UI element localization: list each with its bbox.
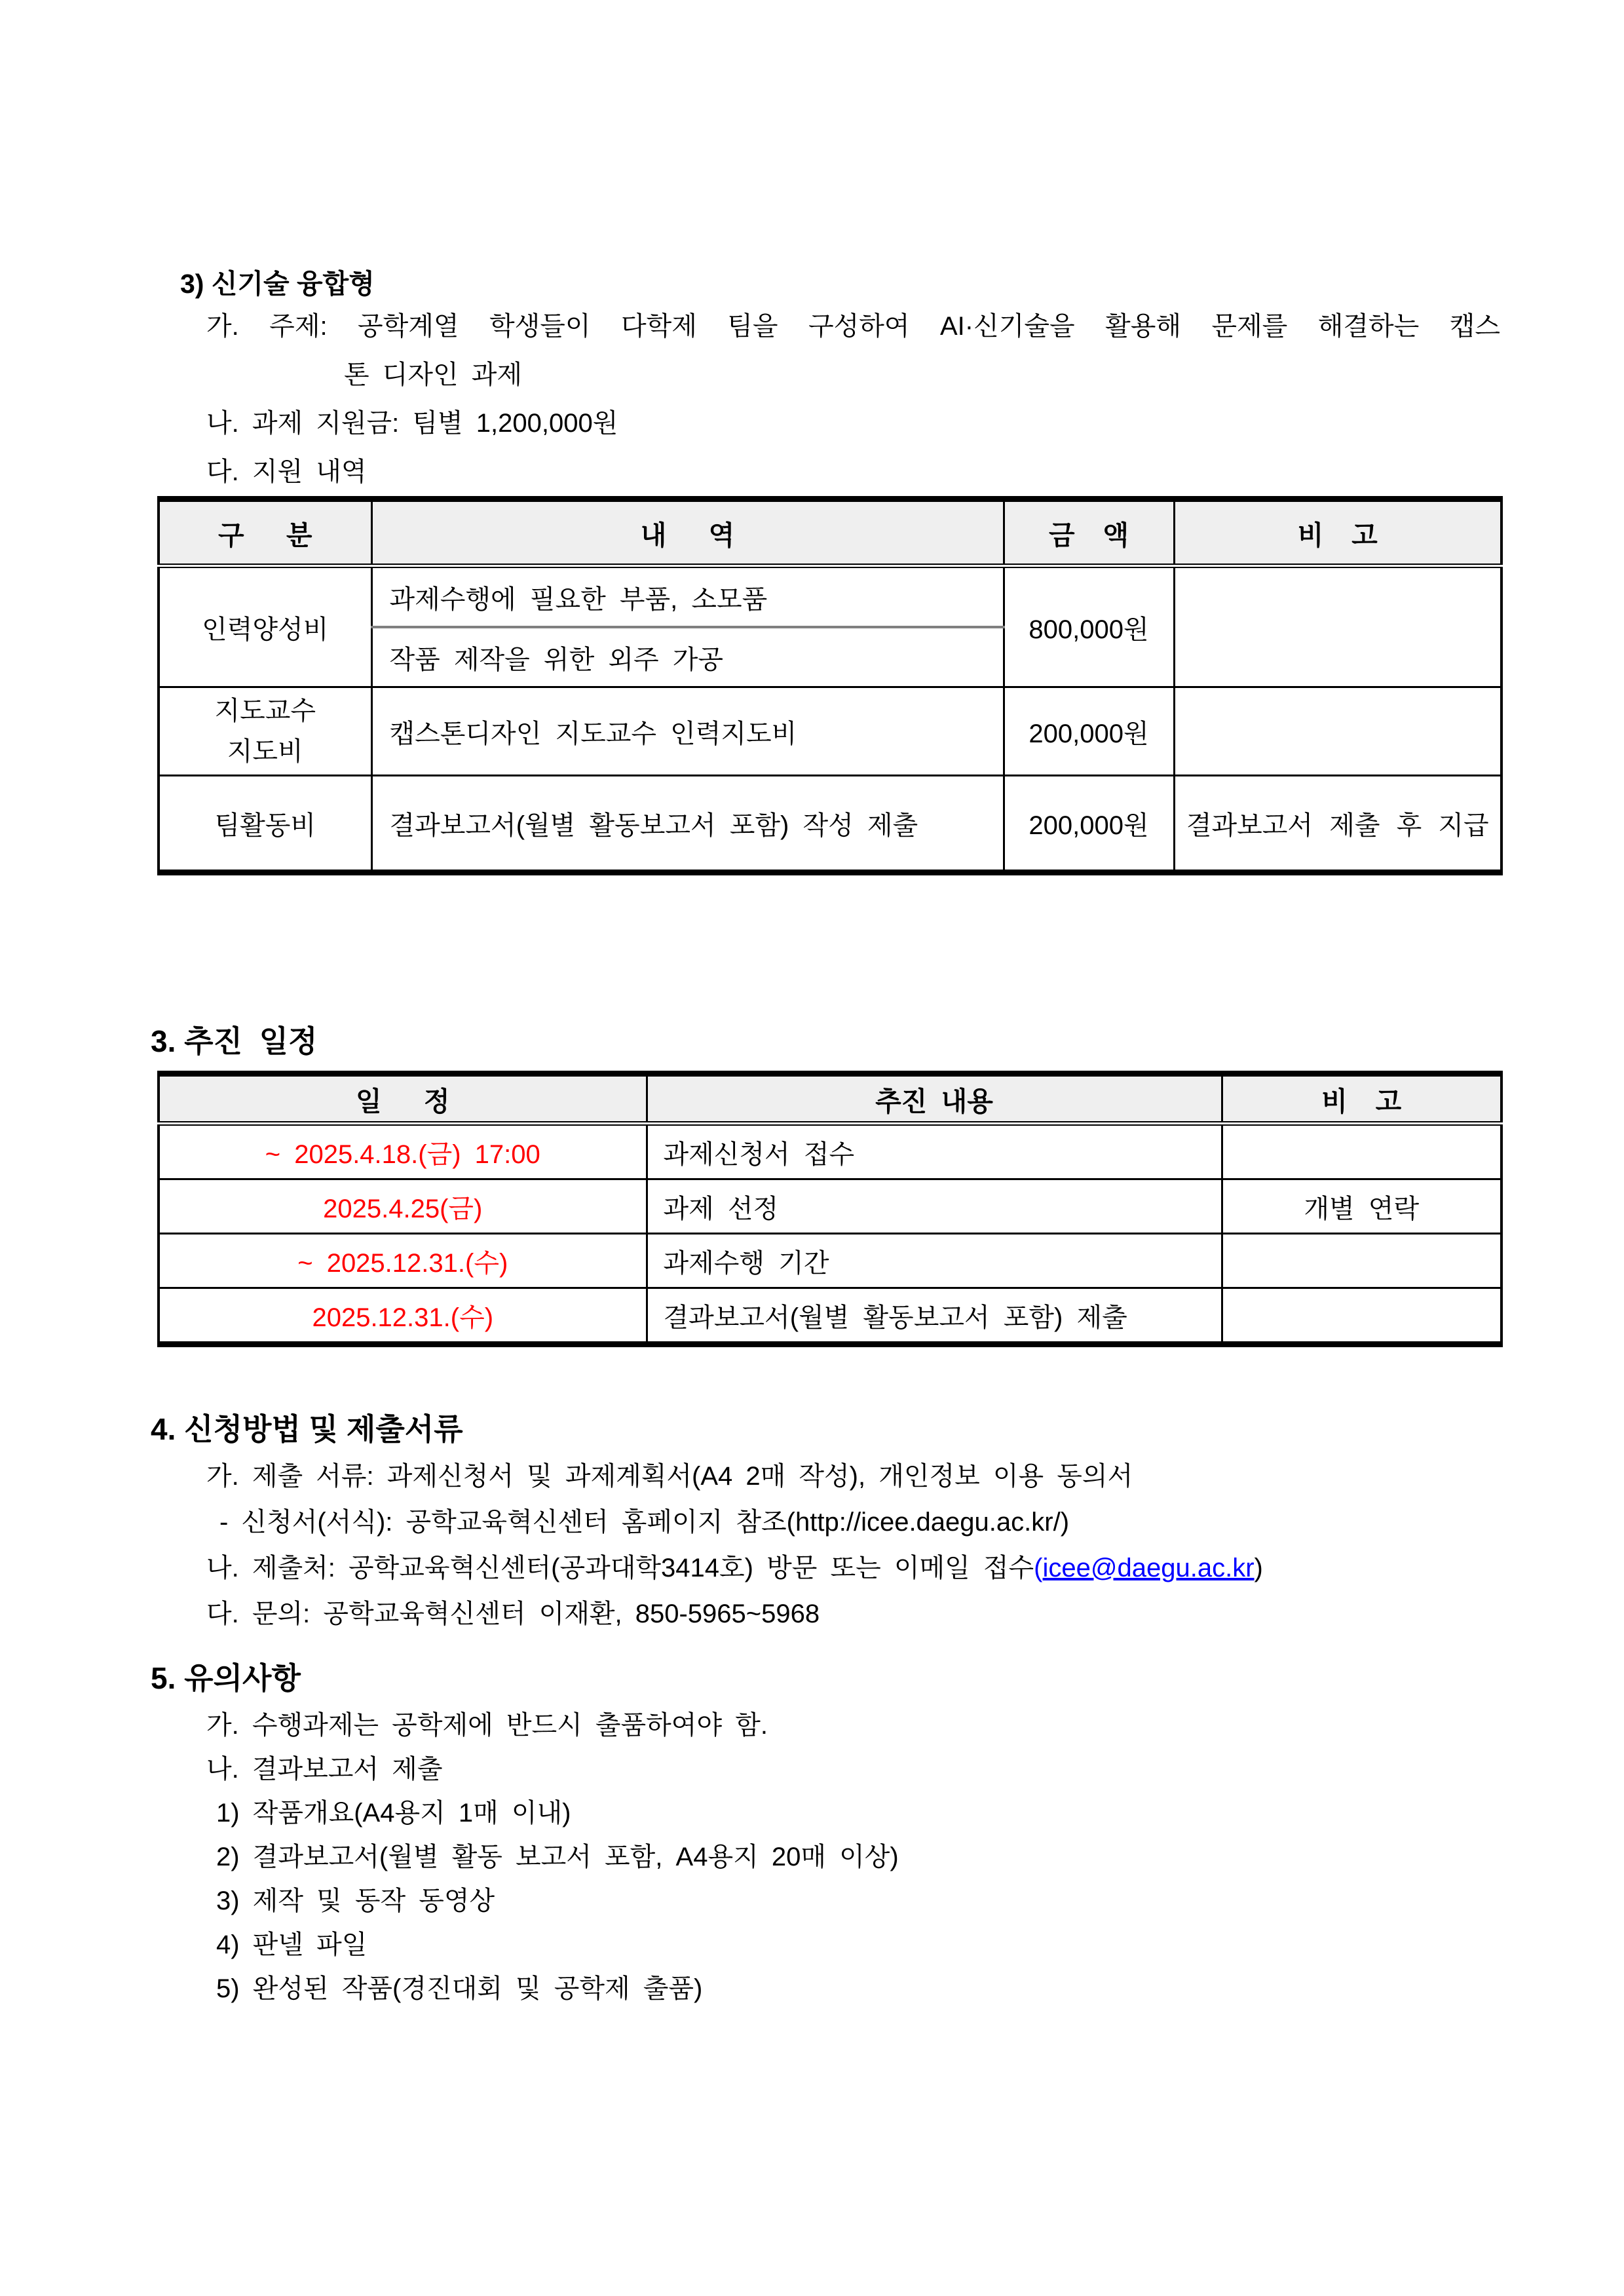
budget-cell-amount-team: 200,000원: [1004, 776, 1174, 873]
budget-cell-detail-team: 결과보고서(월별 활동보고서 포함) 작성 제출: [371, 776, 1004, 873]
schedule-cell-date-execution: ~ 2025.12.31.(수): [159, 1234, 647, 1288]
budget-cell-amount-hr: 800,000원: [1004, 566, 1174, 687]
notice-numbered-item-4: 4) 판넬 파일: [216, 1930, 368, 1959]
schedule-cell-note-execution: [1222, 1234, 1501, 1288]
apply-section-heading: 4. 신청방법 및 제출서류: [151, 1412, 463, 1446]
budget-cell-note-advisor-empty: [1174, 687, 1501, 776]
schedule-col-header-date: 일 정: [159, 1074, 647, 1124]
budget-cell-note-team: 결과보고서 제출 후 지급: [1174, 776, 1501, 873]
schedule-row-application: [159, 1124, 1501, 1179]
budget-col-header-note: 비 고: [1174, 499, 1501, 566]
budget-col-header-amount: 금 액: [1004, 499, 1174, 566]
email-link[interactable]: icee@daegu.ac.kr: [1042, 1554, 1255, 1582]
schedule-cell-content-report: 결과보고서(월별 활동보고서 포함) 제출: [647, 1288, 1222, 1345]
newtech-topic-line2: 톤 디자인 과제: [344, 360, 523, 389]
budget-header-row: [159, 499, 1501, 566]
notice-numbered-item-3: 3) 제작 및 동작 동영상: [216, 1886, 495, 1915]
newtech-support-line: 다. 지원 내역: [206, 457, 367, 486]
schedule-row-execution: [159, 1234, 1501, 1288]
schedule-cell-date-report: 2025.12.31.(수): [159, 1288, 647, 1345]
advisor-category-line2: 지도비: [227, 737, 303, 766]
notice-numbered-item-5: 5) 완성된 작품(경진대회 및 공학제 출품): [216, 1974, 703, 2003]
schedule-cell-date-selection: 2025.4.25(금): [159, 1179, 647, 1234]
apply-documents-line: 가. 제출 서류: 과제신청서 및 과제계획서(A4 2매 작성), 개인정보 이용 동의서: [206, 1462, 1133, 1491]
budget-cell-note-hr-empty: [1174, 566, 1501, 687]
budget-row-advisor-fee: [159, 687, 1501, 776]
schedule-cell-note-report: [1222, 1288, 1501, 1345]
notice-item-report-submit: 나. 결과보고서 제출: [206, 1755, 443, 1784]
schedule-cell-note-application: [1222, 1124, 1501, 1179]
apply-submit-line: [206, 1545, 1500, 1591]
budget-row-hr-cost-a: [159, 566, 1501, 628]
schedule-table: [157, 1071, 1503, 1347]
schedule-row-report: [159, 1288, 1501, 1345]
newtech-section-heading: 3) 신기술 융합형: [180, 269, 375, 299]
apply-submit-paren-open: (: [1034, 1554, 1043, 1582]
schedule-cell-date-application: ~ 2025.4.18.(금) 17:00: [159, 1124, 647, 1179]
schedule-cell-content-selection: 과제 선정: [647, 1179, 1222, 1234]
budget-cell-category-advisor: [159, 687, 371, 776]
newtech-topic-line1: 가. 주제: 공학계열 학생들이 다학제 팀을 구성하여 AI·신기술을 활용해 문제를 해결하는 캡스: [206, 312, 1500, 341]
budget-cell-detail-outsourcing: 작품 제작을 위한 외주 가공: [371, 627, 1004, 687]
notice-numbered-item-1: 1) 작품개요(A4용지 1매 이내): [216, 1799, 571, 1827]
schedule-cell-content-execution: 과제수행 기간: [647, 1234, 1222, 1288]
schedule-header-row: [159, 1074, 1501, 1124]
budget-row-team-activity: [159, 776, 1501, 873]
newtech-grant-line: 나. 과제 지원금: 팀별 1,200,000원: [206, 409, 618, 438]
advisor-category-line1: 지도교수: [214, 697, 316, 725]
schedule-cell-note-selection: 개별 연락: [1222, 1179, 1501, 1234]
apply-form-line: - 신청서(서식): 공학교육혁신센터 홈페이지 참조(http://icee.daegu.ac.kr/): [219, 1508, 1070, 1537]
notice-item-exhibit: 가. 수행과제는 공학제에 반드시 출품하여야 함.: [206, 1711, 768, 1740]
apply-submit-paren-close: ): [1254, 1554, 1263, 1582]
schedule-section-heading: 3. 추진 일정: [151, 1024, 318, 1058]
schedule-cell-content-application: 과제신청서 접수: [647, 1124, 1222, 1179]
schedule-col-header-content: 추진 내용: [647, 1074, 1222, 1124]
budget-cell-detail-parts: 과제수행에 필요한 부품, 소모품: [371, 566, 1004, 628]
notice-numbered-item-2: 2) 결과보고서(월별 활동 보고서 포함, A4용지 20매 이상): [216, 1843, 899, 1871]
notice-section-heading: 5. 유의사항: [151, 1661, 301, 1695]
apply-contact-line: 다. 문의: 공학교육혁신센터 이재환, 850-5965~5968: [206, 1599, 820, 1628]
budget-cell-category-team: 팀활동비: [159, 776, 371, 873]
apply-submit-text: 나. 제출처: 공학교육혁신센터(공과대학3414호) 방문 또는 이메일 접수: [206, 1554, 1034, 1582]
budget-col-header-category: 구 분: [159, 499, 371, 566]
schedule-col-header-note: 비 고: [1222, 1074, 1501, 1124]
budget-cell-amount-advisor: 200,000원: [1004, 687, 1174, 776]
budget-cell-category-hr: 인력양성비: [159, 566, 371, 687]
schedule-row-selection: [159, 1179, 1501, 1234]
budget-cell-detail-advisor: 캡스톤디자인 지도교수 인력지도비: [371, 687, 1004, 776]
budget-col-header-detail: 내 역: [371, 499, 1004, 566]
budget-table: [157, 496, 1503, 875]
